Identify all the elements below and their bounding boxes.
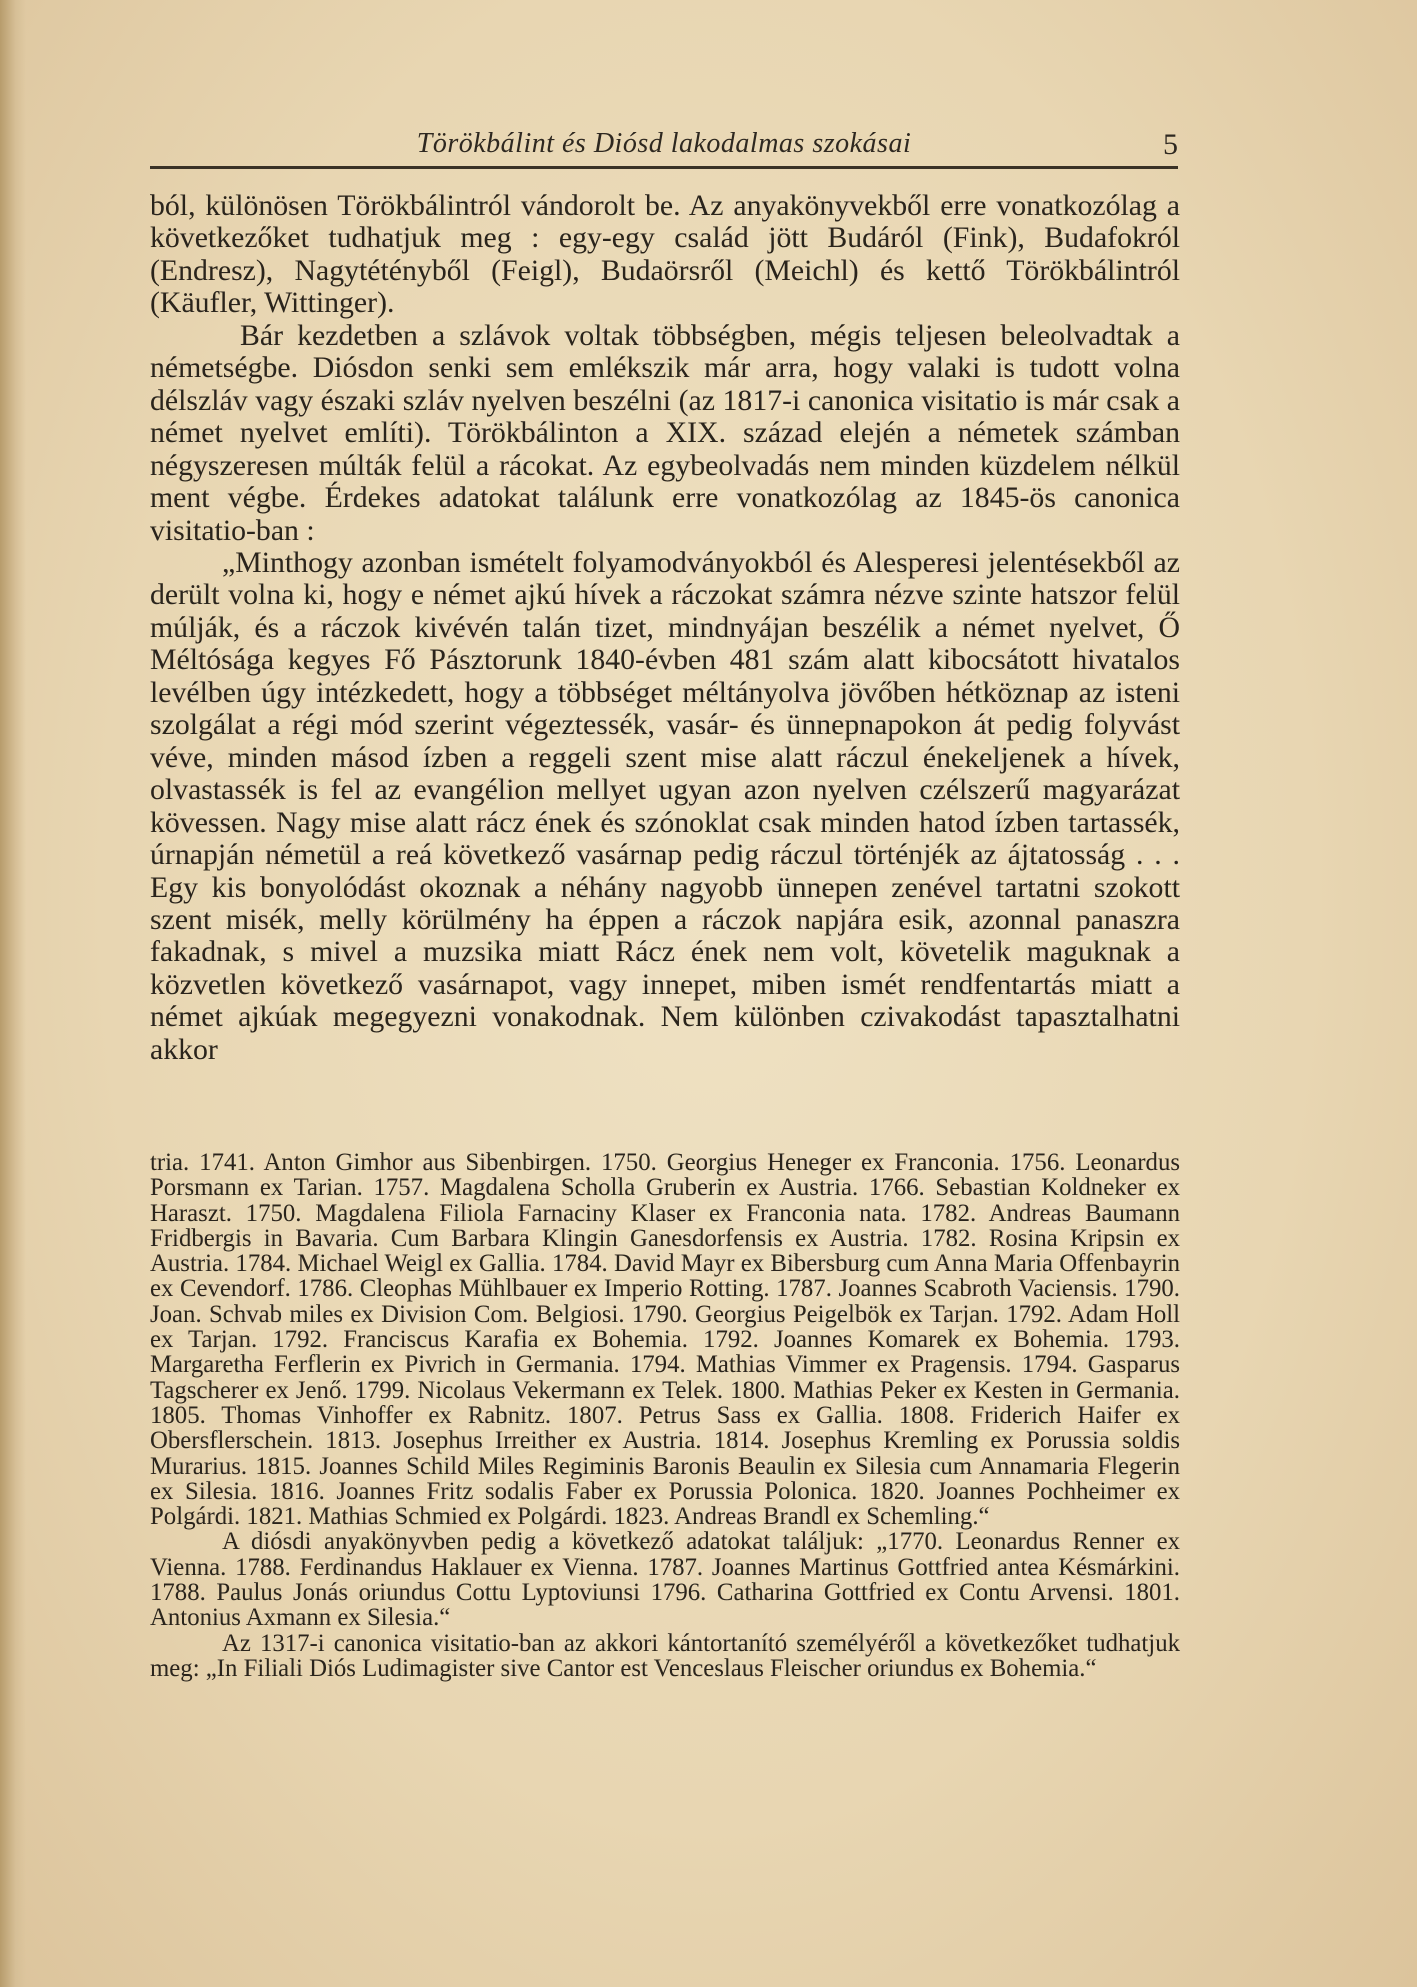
main-text bbox=[150, 190, 1180, 1066]
running-header-title: Törökbálint és Diósd lakodalmas szokásai bbox=[416, 128, 912, 159]
footnote-2: A diósdi anyakönyvben pedig a következő adatokat találjuk: „1770. Leonardus Renner ex Vienna. 1788. Ferdinandus Haklauer ex Vienna. 1787. Joannes Martinus Gottfried antea Késmárkini. 1788. Paulus Jonás oriundus Cottu Lyptoviunsi 1796. Catharina Gottfried ex Contu Arvensi. 1801. Antonius Axmann ex Silesia.“ bbox=[150, 1528, 1180, 1632]
footnote-3: Az 1317-i canonica visitatio-ban az akkori kántortanító személyéről a következőket tudhatjuk meg: „In Filiali Diós Ludimagister sive Cantor est Venceslaus Fleischer oriundus ex Bohemia.“ bbox=[150, 1629, 1180, 1682]
body-paragraph-1: ból, különösen Törökbálintról vándorolt be. Az anyakönyvekből erre vonatkozólag a következőket tudhatjuk meg : egy-egy család jött Budáról (Fink), Budafokról (Endresz), Nagytétényből (Feigl), Budaörsről (Meichl) és kettő Törökbálintról (Käufler, Wittinger). bbox=[150, 189, 1180, 320]
footnote-1: tria. 1741. Anton Gimhor aus Sibenbirgen. 1750. Georgius Heneger ex Franconia. 1756. Leonardus Porsmann ex Tarian. 1757. Magdalena Scholla Gruberin ex Austria. 1766. Sebastian Koldneker ex Haraszt. 1750. Magdalena Filiola Farnaciny Klaser ex Franconia nata. 1782. Andreas Baumann Fridbergis in Bavaria. Cum Barbara Klingin Ganesdorfensis ex Austria. 1782. Rosina Kripsin ex Austria. 1784. Michael Weigl ex Gallia. 1784. David Mayr ex Bibersburg cum Anna Maria Offenbayrin ex Cevendorf. 1786. Cleophas Mühlbauer ex Imperio Rotting. 1787. Joannes Scabroth Vaciensis. 1790. Joan. Schvab miles ex Division Com. Belgiosi. 1790. Georgius Peigelbök ex Tarjan. 1792. Adam Holl ex Tarjan. 1792. Franciscus Karafia ex Bohemia. 1792. Joannes Komarek ex Bohemia. 1793. Margaretha Ferflerin ex Pivrich in Germania. 1794. Mathias Vimmer ex Pragensis. 1794. Gasparus Tagscherer ex Jenő. 1799. Nicolaus Vekermann ex Telek. 1800. Mathias Peker ex Kesten in Germania. 1805. Thomas Vinhoffer ex Rabnitz. 1807. Petrus Sass ex Gallia. 1808. Friderich Haifer ex Obersflerschein. 1813. Josephus Irreither ex Austria. 1814. Josephus Kremling ex Porussia soldis Murarius. 1815. Joannes Schild Miles Regiminis Baronis Beaulin ex Silesia cum Annamaria Flegerin ex Silesia. 1816. Joannes Fritz sodalis Faber ex Porussia Polonica. 1820. Joannes Pochheimer ex Polgárdi. 1821. Mathias Schmied ex Polgárdi. 1823. Andreas Brandl ex Schemling.“ bbox=[150, 1149, 1180, 1531]
page-binding-edge bbox=[0, 0, 26, 1987]
footnotes bbox=[150, 1150, 1180, 1681]
running-header bbox=[150, 128, 1178, 164]
body-paragraph-2: Bár kezdetben a szlávok voltak többségben, mégis teljesen beleolvadtak a németségbe. Diósdon senki sem emlékszik már arra, hogy valaki is tudott volna délszláv vagy északi szláv nyelven beszélni (az 1817-i canonica visitatio is már csak a német nyelvet említi). Törökbálinton a XIX. század elején a németek számban négyszeresen múlták felül a rácokat. Az egybeolvadás nem minden küzdelem nélkül ment végbe. Érdekes adatokat találunk erre vonatkozólag az 1845-ös canonica visitatio-ban : bbox=[150, 318, 1180, 547]
body-quotation: „Minthogy azonban ismételt folyamodványokból és Alesperesi jelentésekből az derült volna ki, hogy e német ajkú hívek a ráczokat számra nézve szinte hatszor felül múlják, és a ráczok kivévén talán tizet, mindnyájan beszélik a német nyelvet, Ő Méltósága kegyes Fő Pásztorunk 1840-évben 481 szám alatt kibocsátott hivatalos levélben úgy intézkedett, hogy a többséget méltányolva jövőben hétköznap az isteni szolgálat a régi mód szerint végeztessék, vasár- és ünnepnapokon át pedig folyvást véve, minden másod ízben a reggeli szent mise alatt ráczul énekeljenek a hívek, olvastassék is fel az evangélion mellyet ugyan azon nyelven czélszerű magyarázat kövessen. Nagy mise alatt rácz ének és szónoklat csak minden hatod ízben tartassék, úrnapján németül a reá következő vasárnap pedig ráczul történjék az ájtatosság . . . Egy kis bonyolódást okoznak a néhány nagyobb ünnepen zenével tartatni szokott szent misék, melly körülmény ha éppen a ráczok napjára esik, azonnal panaszra fakadnak, s mivel a muzsika miatt Rácz ének nem volt, követelik maguknak a közvetlen következő vasárnapot, vagy innepet, miben ismét rendfentartás miatt a német ajkúak megegyezni vonakodnak. Nem különben czivakodást tapasztalhatni akkor bbox=[150, 545, 1180, 1066]
page-number: 5 bbox=[1163, 128, 1178, 161]
header-rule bbox=[150, 166, 1178, 169]
